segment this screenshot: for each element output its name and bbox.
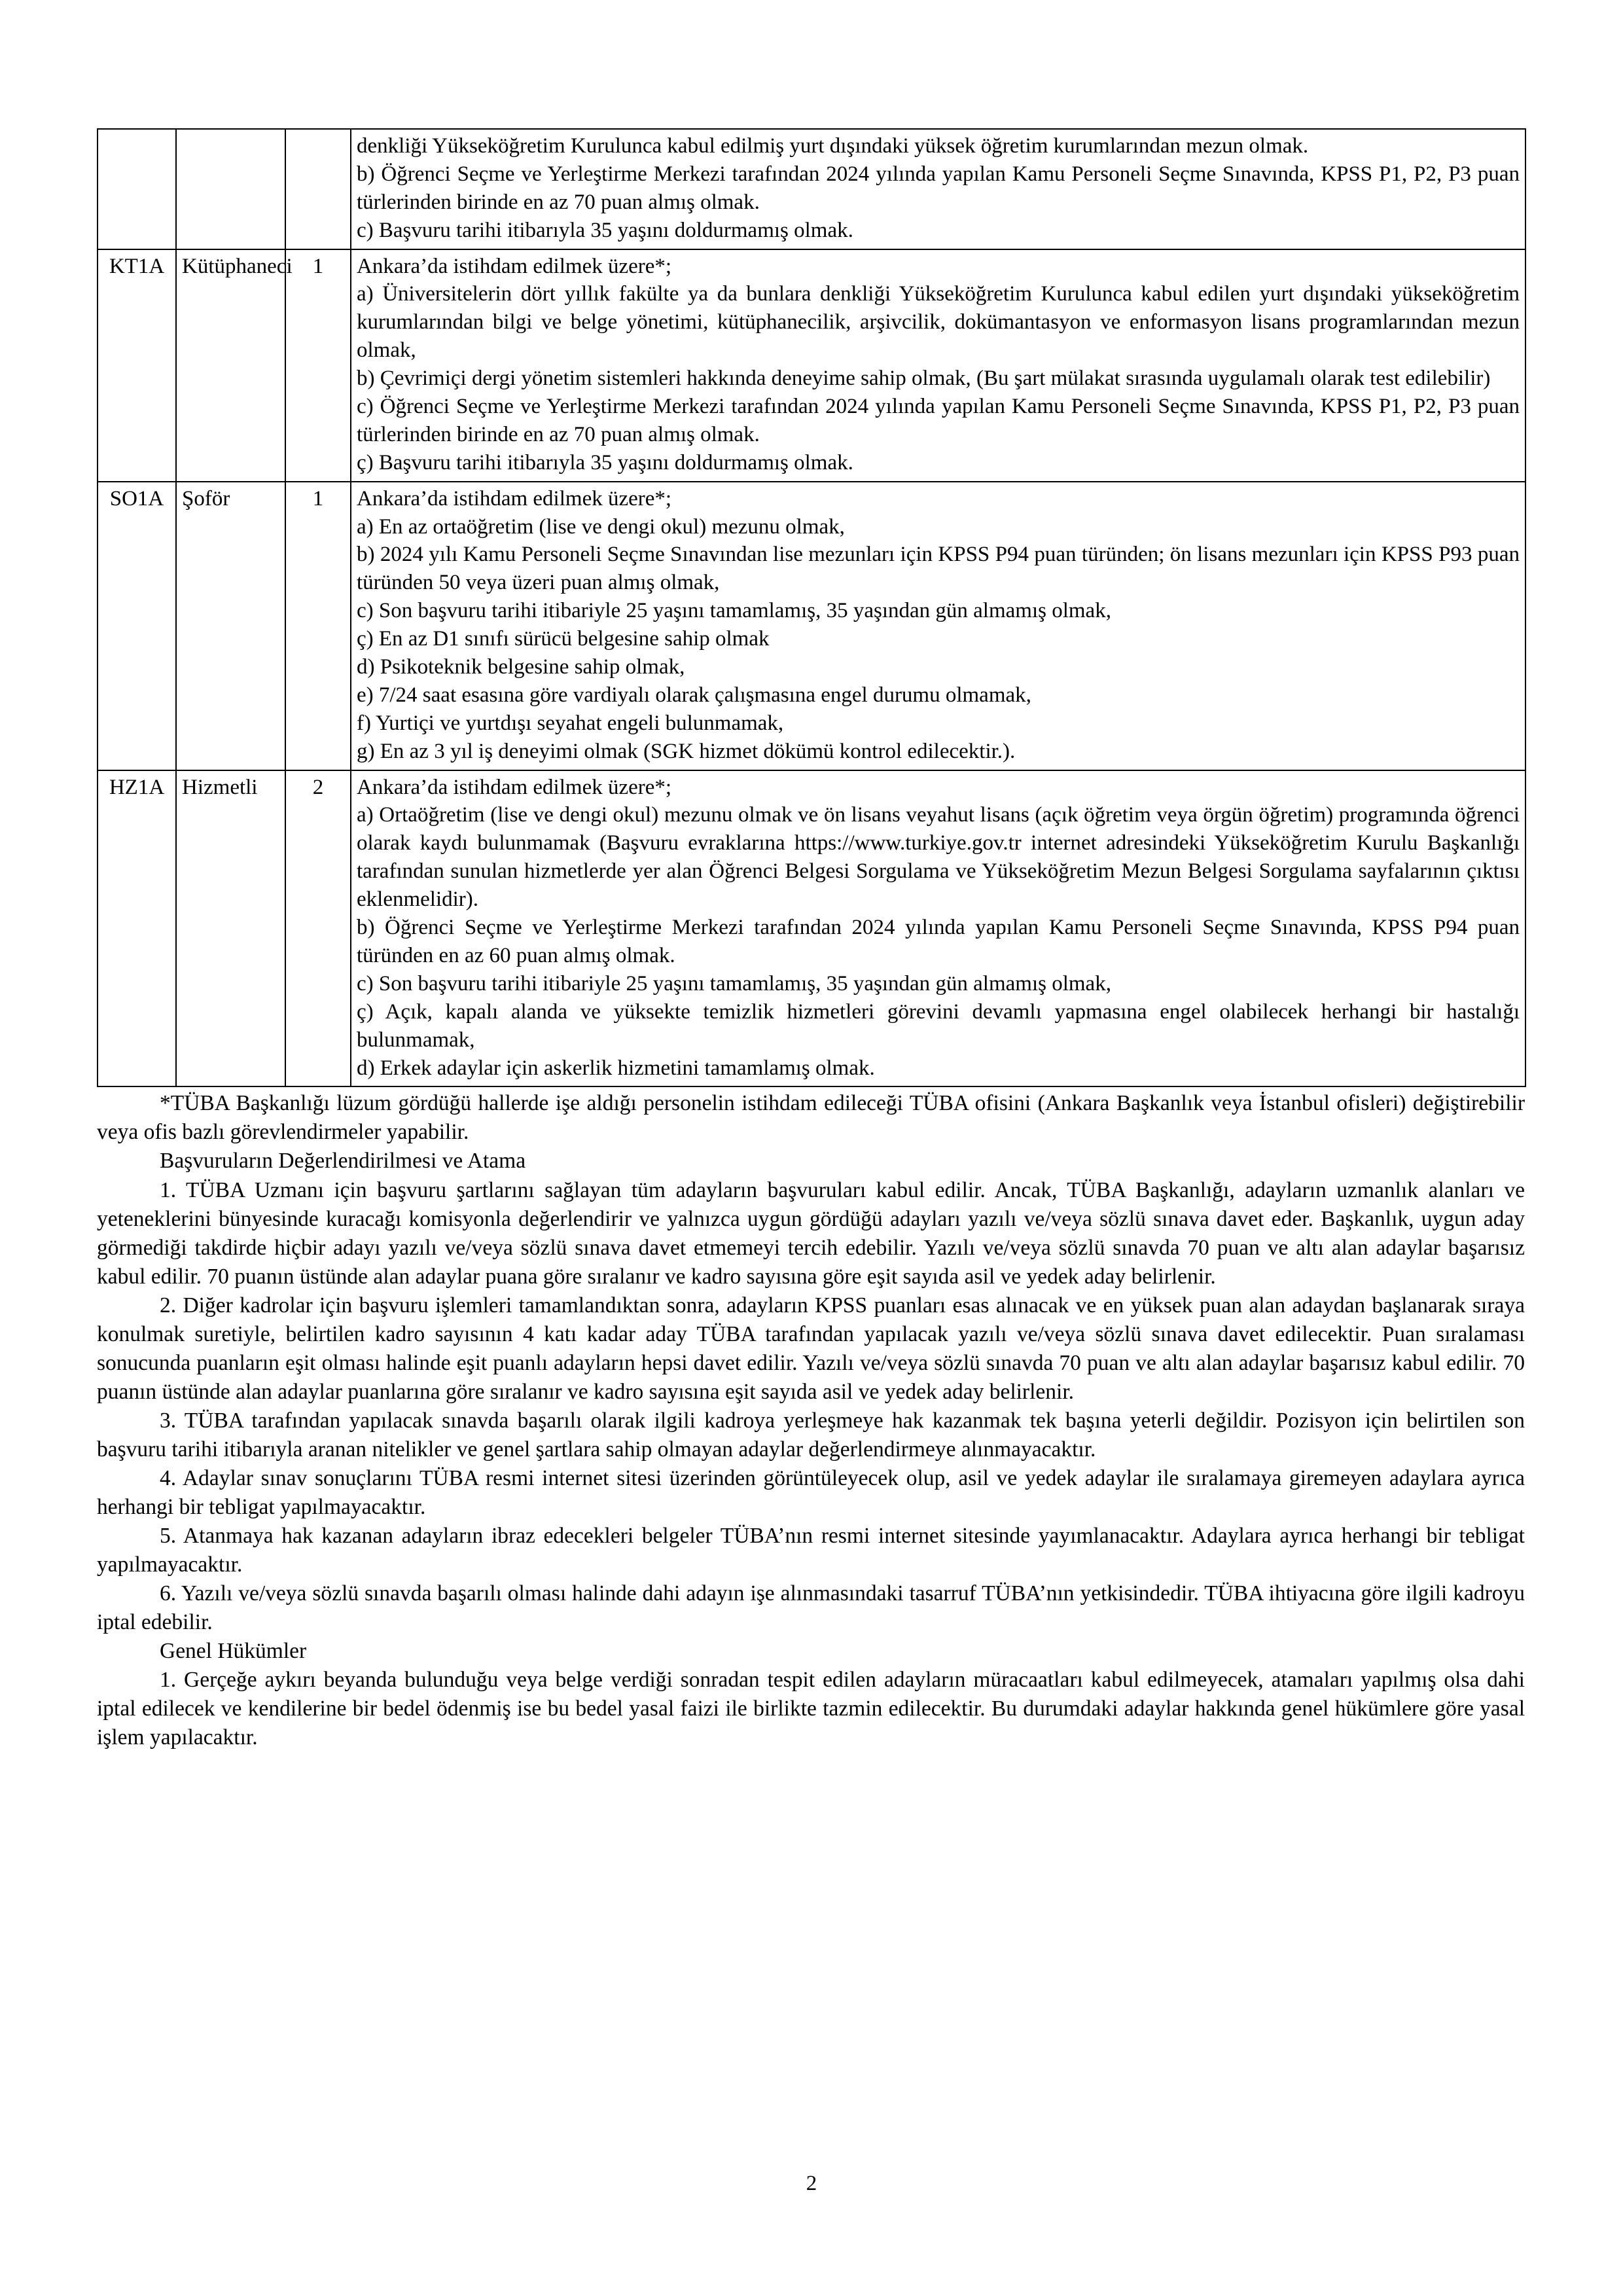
row-title: Hizmetli bbox=[176, 770, 285, 1087]
desc-line: f) Yurtiçi ve yurtdışı seyahat engeli bulunmamak, bbox=[357, 711, 784, 735]
body-paragraphs bbox=[97, 1089, 1525, 1752]
page-number: 2 bbox=[806, 2172, 817, 2195]
desc-line: b) Öğrenci Seçme ve Yerleştirme Merkezi tarafından 2024 yılında yapılan Kamu Personeli Seçme Sınavında, KPSS P1, P2, P3 puan türlerinden birinde en az 70 puan almış olmak. bbox=[357, 162, 1520, 214]
desc-line: Ankara’da istihdam edilmek üzere*; bbox=[357, 486, 672, 511]
row-count: 1 bbox=[285, 482, 351, 770]
desc-line: c) Öğrenci Seçme ve Yerleştirme Merkezi tarafından 2024 yılında yapılan Kamu Personeli Seçme Sınavında, KPSS P1, P2, P3 puan türlerinden birinde en az 70 puan almış olmak. bbox=[357, 395, 1520, 446]
desc-line: c) Son başvuru tarihi itibariyle 25 yaşını tamamlamış, 35 yaşından gün almamış olmak, bbox=[357, 971, 1111, 996]
page-content bbox=[97, 128, 1525, 1752]
row-title: Kütüphaneci bbox=[176, 249, 285, 482]
row-title: Şoför bbox=[176, 482, 285, 770]
desc-line: b) 2024 yılı Kamu Personeli Seçme Sınavından lise mezunları için KPSS P94 puan türünden; ön lisans mezunları için KPSS P93 puan türünden 50 veya üzeri puan almış olmak, bbox=[357, 543, 1520, 595]
row-code: KT1A bbox=[98, 249, 176, 482]
row-code: SO1A bbox=[98, 482, 176, 770]
desc-line: denkliği Yükseköğretim Kurulunca kabul edilmiş yurt dışındaki yüksek öğretim kurumlarından mezun olmak. bbox=[357, 134, 1309, 158]
desc-line: d) Psikoteknik belgesine sahip olmak, bbox=[357, 655, 685, 679]
desc-line: ç) Başvuru tarihi itibarıyla 35 yaşını doldurmamış olmak. bbox=[357, 450, 853, 475]
table-row bbox=[98, 770, 1525, 1087]
desc-line: a) En az ortaöğretim (lise ve dengi okul) mezunu olmak, bbox=[357, 514, 845, 539]
row-code: HZ1A bbox=[98, 770, 176, 1087]
row-code bbox=[98, 129, 176, 249]
kadro-table-body bbox=[98, 129, 1525, 1086]
desc-line: d) Erkek adaylar için askerlik hizmetini tamamlamış olmak. bbox=[357, 1056, 875, 1080]
evaluation-item-1: 1. TÜBA Uzmanı için başvuru şartlarını sağlayan tüm adayların başvuruları kabul edilir. Ancak, TÜBA Başkanlığı, adayların uzmanlık alanları ve yeteneklerini bünyesinde kuracağı komisyonla değerlendirir ve yalnızca uygun gördüğü adayları yazılı ve/veya sözlü sınava davet eder. Başkanlık, uygun aday görmediği takdirde hiçbir adayı yazılı ve/veya sözlü sınava davet etmemeyi tercih edebilir. Yazılı ve/veya sözlü sınavda 70 puan ve altı alan adaylar başarısız kabul edilir. 70 puanın üstünde alan adaylar puana göre sıralanır ve kadro sayısına göre eşit sayıda asil ve yedek aday belirlenir. bbox=[97, 1177, 1525, 1289]
desc-line: a) Ortaöğretim (lise ve dengi okul) mezunu olmak ve ön lisans veyahut lisans (açık öğretim veya örgün öğretim) programında öğrenci olarak kaydı bulunmamak (Başvuru evraklarına https://www.turkiye.gov.tr internet adresindeki Yükseköğretim Kurulu Başkanlığı tarafından sunulan hizmetlerde yer alan Öğrenci Belgesi Sorgulama ve Yükseköğretim Mezun Belgesi Sorgulama sayfalarının çıktısı eklenmelidir). bbox=[357, 803, 1520, 912]
row-description bbox=[351, 770, 1525, 1087]
general-provisions-item-1: 1. Gerçeğe aykırı beyanda bulunduğu veya belge verdiği sonradan tespit edilen adayların müracaatları kabul edilmeyecek, atamaları yapılmış olsa dahi iptal edilecek ve kendilerine bir bedel ödenmiş ise bu bedel yasal faizi ile birlikte tazmin edilecektir. Bu durumdaki adaylar hakkında genel hükümlere göre yasal işlem yapılacaktır. bbox=[97, 1668, 1525, 1750]
desc-line: b) Çevrimiçi dergi yönetim sistemleri hakkında deneyime sahip olmak, (Bu şart mülakat sırasında uygulamalı olarak test edilebilir) bbox=[357, 367, 1491, 391]
row-count: 1 bbox=[285, 249, 351, 482]
section-heading-evaluation: Başvuruların Değerlendirilmesi ve Atama bbox=[160, 1149, 526, 1174]
row-description bbox=[351, 129, 1525, 249]
table-row bbox=[98, 482, 1525, 770]
desc-line: a) Üniversitelerin dört yıllık fakülte ya da bunlara denkliği Yükseköğretim Kurulunca kabul edilen yurt dışındaki yükseköğretim kurumlarından bilgi ve belge yönetimi, kütüphanecilik, arşivcilik, dokümantasyon ve enformasyon lisans programlarından mezun olmak, bbox=[357, 282, 1520, 363]
desc-line: Ankara’da istihdam edilmek üzere*; bbox=[357, 775, 672, 799]
desc-line: g) En az 3 yıl iş deneyimi olmak (SGK hizmet dökümü kontrol edilecektir.). bbox=[357, 739, 1016, 763]
table-row bbox=[98, 249, 1525, 482]
desc-line: Ankara’da istihdam edilmek üzere*; bbox=[357, 254, 672, 278]
desc-line: c) Son başvuru tarihi itibariyle 25 yaşını tamamlamış, 35 yaşından gün almamış olmak, bbox=[357, 599, 1111, 623]
evaluation-item-6: 6. Yazılı ve/veya sözlü sınavda başarılı olması halinde dahi adayın işe alınmasındaki tasarruf TÜBA’nın yetkisindedir. TÜBA ihtiyacına göre ilgili kadroyu iptal edebilir. bbox=[97, 1581, 1525, 1635]
desc-line: c) Başvuru tarihi itibarıyla 35 yaşını doldurmamış olmak. bbox=[357, 218, 853, 242]
row-count: 2 bbox=[285, 770, 351, 1087]
desc-line: b) Öğrenci Seçme ve Yerleştirme Merkezi tarafından 2024 yılında yapılan Kamu Personeli Seçme Sınavında, KPSS P94 puan türünden en az 60 puan almış olmak. bbox=[357, 916, 1520, 967]
row-title bbox=[176, 129, 285, 249]
row-description bbox=[351, 482, 1525, 770]
table-row bbox=[98, 129, 1525, 249]
evaluation-item-5: 5. Atanmaya hak kazanan adayların ibraz edecekleri belgeler TÜBA’nın resmi internet sitesinde yayımlanacaktır. Adaylara ayrıca herhangi bir tebligat yapılmayacaktır. bbox=[97, 1524, 1525, 1577]
evaluation-item-3: 3. TÜBA tarafından yapılacak sınavda başarılı olarak ilgili kadroya yerleşmeye hak kazanmak tek başına yeterli değildir. Pozisyon için belirtilen son başvuru tarihi itibarıyla aranan nitelikler ve genel şartlara sahip olmayan adaylar değerlendirmeye alınmayacaktır. bbox=[97, 1408, 1525, 1462]
evaluation-item-4: 4. Adaylar sınav sonuçlarını TÜBA resmi internet sitesi üzerinden görüntüleyecek olup, asil ve yedek adaylar ile sıralamaya giremeyen adaylara ayrıca herhangi bir tebligat yapılmayacaktır. bbox=[97, 1466, 1525, 1520]
row-count bbox=[285, 129, 351, 249]
row-description bbox=[351, 249, 1525, 482]
kadro-table bbox=[97, 128, 1526, 1087]
section-heading-general-provisions: Genel Hükümler bbox=[160, 1639, 307, 1664]
desc-line: e) 7/24 saat esasına göre vardiyalı olarak çalışmasına engel durumu olmamak, bbox=[357, 683, 1031, 707]
evaluation-item-2: 2. Diğer kadrolar için başvuru işlemleri tamamlandıktan sonra, adayların KPSS puanları esas alınacak ve en yüksek puan alan adaydan başlanarak sıraya konulmak suretiyle, belirtilen kadro sayısının 4 katı kadar aday TÜBA tarafından yapılacak yazılı ve/veya sözlü sınava davet edilecektir. Puan sıralaması sonucunda puanların eşit olması halinde eşit puanlı adayların hepsi davet edilir. Yazılı ve/veya sözlü sınavda 70 puan ve altı alan adaylar başarısız kabul edilir. 70 puanın üstünde alan adaylar puanlarına göre sıralanır ve kadro sayısına eşit sayıda asil ve yedek aday belirlenir. bbox=[97, 1293, 1525, 1404]
footnote-paragraph: *TÜBA Başkanlığı lüzum gördüğü hallerde işe aldığı personelin istihdam edileceği TÜBA ofisini (Ankara Başkanlık veya İstanbul ofisleri) değiştirebilir veya ofis bazlı görevlendirmeler yapabilir. bbox=[97, 1091, 1525, 1145]
desc-line: ç) Açık, kapalı alanda ve yüksekte temizlik hizmetleri görevini devamlı yapmasına engel olabilecek herhangi bir hastalığı bulunmamak, bbox=[357, 999, 1520, 1052]
desc-line: ç) En az D1 sınıfı sürücü belgesine sahip olmak bbox=[357, 627, 770, 651]
